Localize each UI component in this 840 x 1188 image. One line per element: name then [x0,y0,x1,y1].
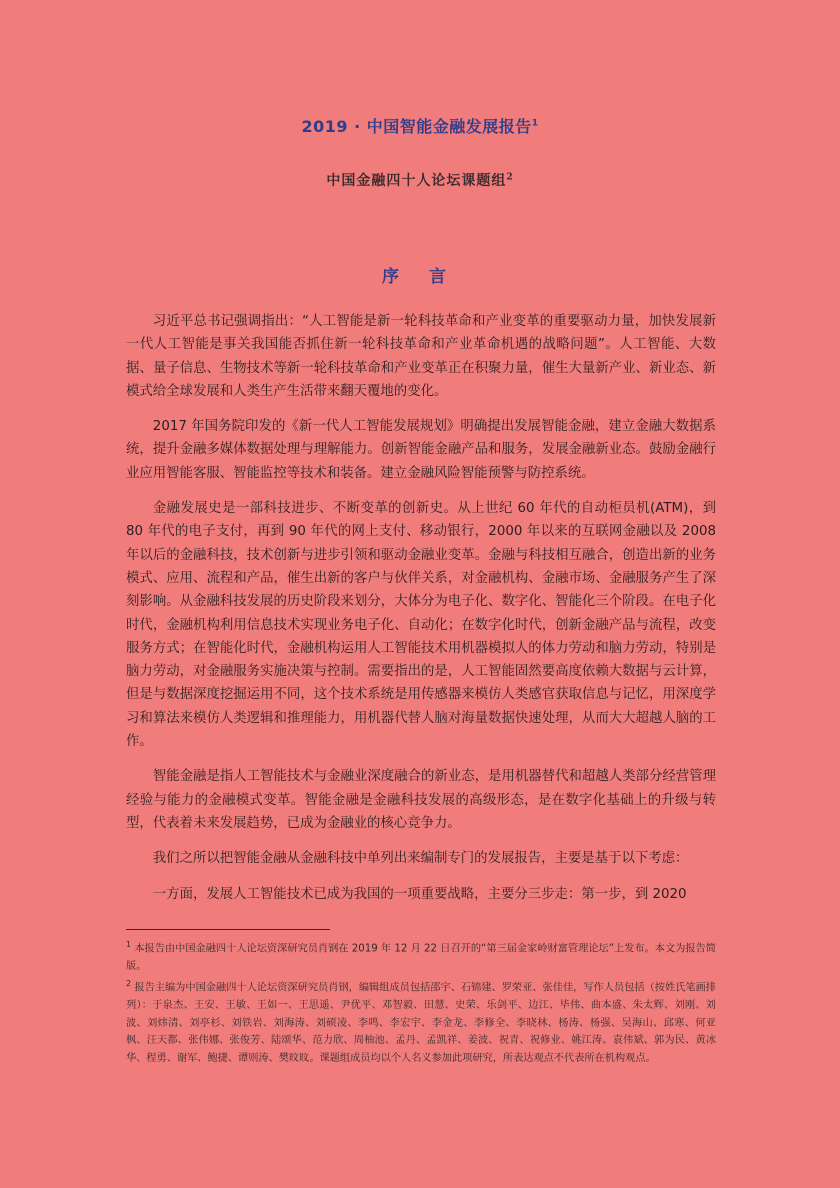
footnote-2 [126,975,716,1067]
footnote-text: 本报告由中国金融四十人论坛资深研究员肖钢在 2019 年 12 月 22 日召开的“第三届金家岭财富管理论坛”上发布。本文为报告简版。 [126,943,716,972]
paragraph: 2017 年国务院印发的《新一代人工智能发展规划》明确提出发展智能金融，建立金融大数据系统，提升金融多媒体数据处理与理解能力。创新智能金融产品和服务，发展金融新业态。鼓励金融行业应用智能客服、智能监控等技术和装备。建立金融风险智能预警与防控系统。 [126,419,716,481]
title-footnote-ref[interactable]: 1 [531,118,539,129]
body-text [126,310,716,918]
report-title [0,114,840,137]
footnote-1 [126,936,716,975]
report-author [0,170,840,190]
author-footnote-ref[interactable]: 2 [506,172,514,183]
footnotes [126,936,716,1067]
footnote-mark: 1 [126,940,132,949]
footnote-divider [126,929,330,930]
footnote-mark: 2 [126,979,132,989]
section-heading: 序 言 [382,267,458,287]
paragraph: 一方面，发展人工智能技术已成为我国的一项重要战略，主要分三步走：第一步，到 2020 [152,886,687,902]
paragraph: 我们之所以把智能金融从金融科技中单列出来编制专门的发展报告，主要是基于以下考虑： [152,851,689,867]
paragraph: 智能金融是指人工智能技术与金融业深度融合的新业态，是用机器替代和超越人类部分经营管理经验与能力的金融模式变革。智能金融是金融科技发展的高级形态，是在数字化基础上的升级与转型，代表着未来发展趋势，已成为金融业的核心竞争力。 [126,769,716,831]
paragraph: 金融发展史是一部科技进步、不断变革的创新史。从上世纪 60 年代的自动柜员机(ATM)，到 80 年代的电子支付，再到 90 年代的网上支付、移动银行，2000 年以来的互联网金融以及 2008 年以后的金融科技，技术创新与进步引领和驱动金融业变革。金融与科技相互融合，创造出新的业务模式、应用、流程和产品，催生出新的客户与伙伴关系，对金融机构、金融市场、金融服务产生了深刻影响。从金融科技发展的历史阶段来划分，大体分为电子化、数字化、智能化三个阶段。在电子化时代，金融机构利用信息技术实现业务电子化、自动化；在数字化时代，创新金融产品与流程，改变服务方式；在智能化时代，金融机构运用人工智能技术用机器模拟人的体力劳动和脑力劳动，特别是脑力劳动，对金融服务实施决策与控制。需要指出的是，人工智能固然要高度依赖大数据与云计算，但是与数据深度挖掘运用不同，这个技术系统是用传感器来模仿人类感官获取信息与记忆，用深度学习和算法来模仿人类逻辑和推理能力，用机器代替人脑对海量数据快速处理，从而大大超越人脑的工作。 [126,501,716,750]
report-author-text: 中国金融四十人论坛课题组 [326,173,507,189]
report-title-text: 2019 · 中国智能金融发展报告 [301,117,532,136]
footnote-text: 报告主编为中国金融四十人论坛资深研究员肖钢，编辑组成员包括邵宇、石锦建、罗荣亚、张佳佳，写作人员包括（按姓氏笔画排列）：于泉杰、王安、王敏、王如一、王思遥、尹优平、邓智毅、田慧、史荣、乐剑平、边江、毕伟、曲本盛、朱太辉、刘刚、刘波、刘炜清、刘亭杉、刘铁岩、刘海涛、刘硕凌、李鸣、李宏宇、李金龙、李修全、李晓林、杨涛、杨强、吴海山、邱寒、何亚枫、汪天都、张伟娜、张俊芳、陆颂华、范力欣、周柚池、孟丹、孟凯祥、姜波、祝青、祝修业、姚江涛、袁伟斌、郭为民、黄冰华、程勇、谢军、鲍捷、谭则涛、樊旼旼。课题组成员均以个人名义参加此项研究，所表达观点不代表所在机构观点。 [126,982,716,1064]
paragraph: 习近平总书记强调指出：“人工智能是新一轮科技革命和产业变革的重要驱动力量，加快发展新一代人工智能是事关我国能否抓住新一轮科技革命和产业革命机遇的战略问题”。人工智能、大数据、量子信息、生物技术等新一轮科技革命和产业变革正在积聚力量，催生大量新产业、新业态、新模式给全球发展和人类生产生活带来翻天覆地的变化。 [126,314,716,399]
